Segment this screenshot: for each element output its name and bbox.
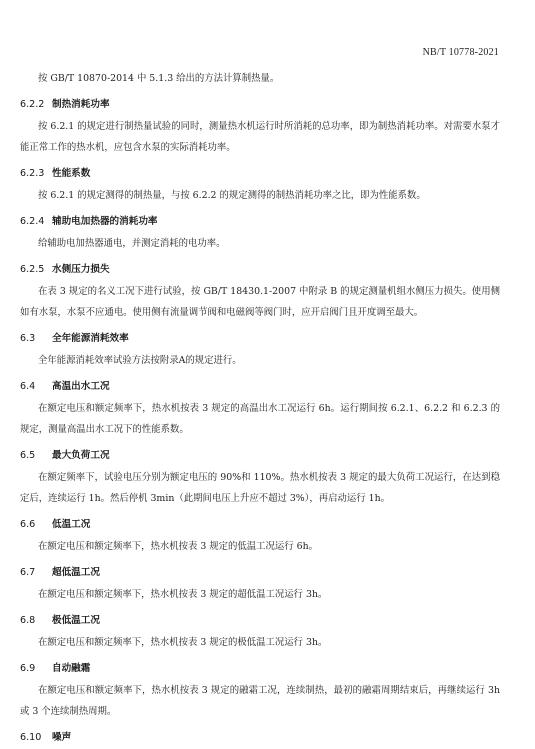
section-title: 全年能源消耗效率 — [52, 333, 129, 344]
paragraph: 给辅助电加热器通电，并测定消耗的电功率。 — [38, 238, 226, 249]
section-title: 低温工况 — [52, 519, 91, 530]
section-title: 噪声 — [52, 732, 72, 743]
section-title: 最大负荷工况 — [52, 450, 110, 461]
section-title: 辅助电加热器的消耗功率 — [52, 216, 158, 227]
section-title: 制热消耗功率 — [52, 99, 110, 110]
paragraph: 在额定电压和额定频率下，热水机按表 3 规定的极低温工况运行 3h。 — [38, 637, 328, 648]
section-heading — [20, 516, 500, 530]
paragraph: 在额定电压和额定频率下，热水机按表 3 规定的低温工况运行 6h。 — [38, 541, 319, 552]
section-number: 6.2.4 — [20, 216, 45, 227]
section-title: 超低温工况 — [52, 567, 100, 578]
section-heading — [20, 261, 500, 275]
section-number: 6.8 — [20, 615, 36, 626]
section-heading — [20, 165, 500, 179]
paragraph: 按 GB/T 10870-2014 中 5.1.3 给出的方法计算制热量。 — [38, 73, 280, 84]
section-number: 6.9 — [20, 663, 36, 674]
section-heading — [20, 330, 500, 344]
document-body — [20, 68, 500, 749]
section-number: 6.5 — [20, 450, 36, 461]
section-heading — [20, 564, 500, 578]
section-number: 6.2.5 — [20, 264, 45, 275]
section-number: 6.2.3 — [20, 168, 45, 179]
section-heading — [20, 660, 500, 674]
section-number: 6.2.2 — [20, 99, 45, 110]
section-heading — [20, 612, 500, 626]
section-title: 自动融霜 — [52, 663, 91, 674]
section-heading — [20, 378, 500, 392]
paragraph: 在额定电压和额定频率下，热水机按表 3 规定的融霜工况，连续制热，最初的融霜周期结束后，再继续运行 3h 或 3 个连续制热周期。 — [20, 685, 500, 717]
paragraph: 在额定电压和额定频率下，热水机按表 3 规定的高温出水工况运行 6h。运行期间按 6.2.1、6.2.2 和 6.2.3 的规定，测量高温出水工况下的性能系数。 — [20, 403, 500, 435]
paragraph: 按 6.2.1 的规定测得的制热量，与按 6.2.2 的规定测得的制热消耗功率之比，即为性能系数。 — [38, 190, 426, 201]
section-number: 6.4 — [20, 381, 36, 392]
paragraph: 全年能源消耗效率试验方法按附录A的规定进行。 — [38, 355, 242, 366]
standard-number: NB/T 10778-2021 — [422, 47, 499, 58]
section-number: 6.7 — [20, 567, 36, 578]
paragraph: 在额定频率下，试验电压分别为额定电压的 90%和 110%。热水机按表 3 规定的最大负荷工况运行，在达到稳定后，连续运行 1h。然后停机 3min（此期间电压上升应不超过 3%），再启动运行 1h。 — [20, 472, 500, 504]
section-title: 水侧压力损失 — [52, 264, 110, 275]
section-heading — [20, 447, 500, 461]
paragraph: 在表 3 规定的名义工况下进行试验，按 GB/T 18430.1-2007 中附录 B 的规定测量机组水侧压力损失。使用侧如有水泵，水泵不应通电。使用侧有流量调节阀和电磁阀等阀门时，应开启阀门且开度调至最大。 — [20, 286, 500, 318]
section-number: 6.3 — [20, 333, 36, 344]
section-title: 性能系数 — [52, 168, 91, 179]
section-heading — [20, 729, 500, 743]
paragraph: 按 6.2.1 的规定进行制热量试验的同时，测量热水机运行时所消耗的总功率，即为制热消耗功率。对需要水泵才能正常工作的热水机，应包含水泵的实际消耗功率。 — [20, 121, 500, 153]
section-heading — [20, 213, 500, 227]
section-heading — [20, 96, 500, 110]
section-number: 6.6 — [20, 519, 36, 530]
section-number: 6.10 — [20, 732, 42, 743]
section-title: 极低温工况 — [52, 615, 100, 626]
section-title: 高温出水工况 — [52, 381, 110, 392]
paragraph: 在额定电压和额定频率下，热水机按表 3 规定的超低温工况运行 3h。 — [38, 589, 328, 600]
